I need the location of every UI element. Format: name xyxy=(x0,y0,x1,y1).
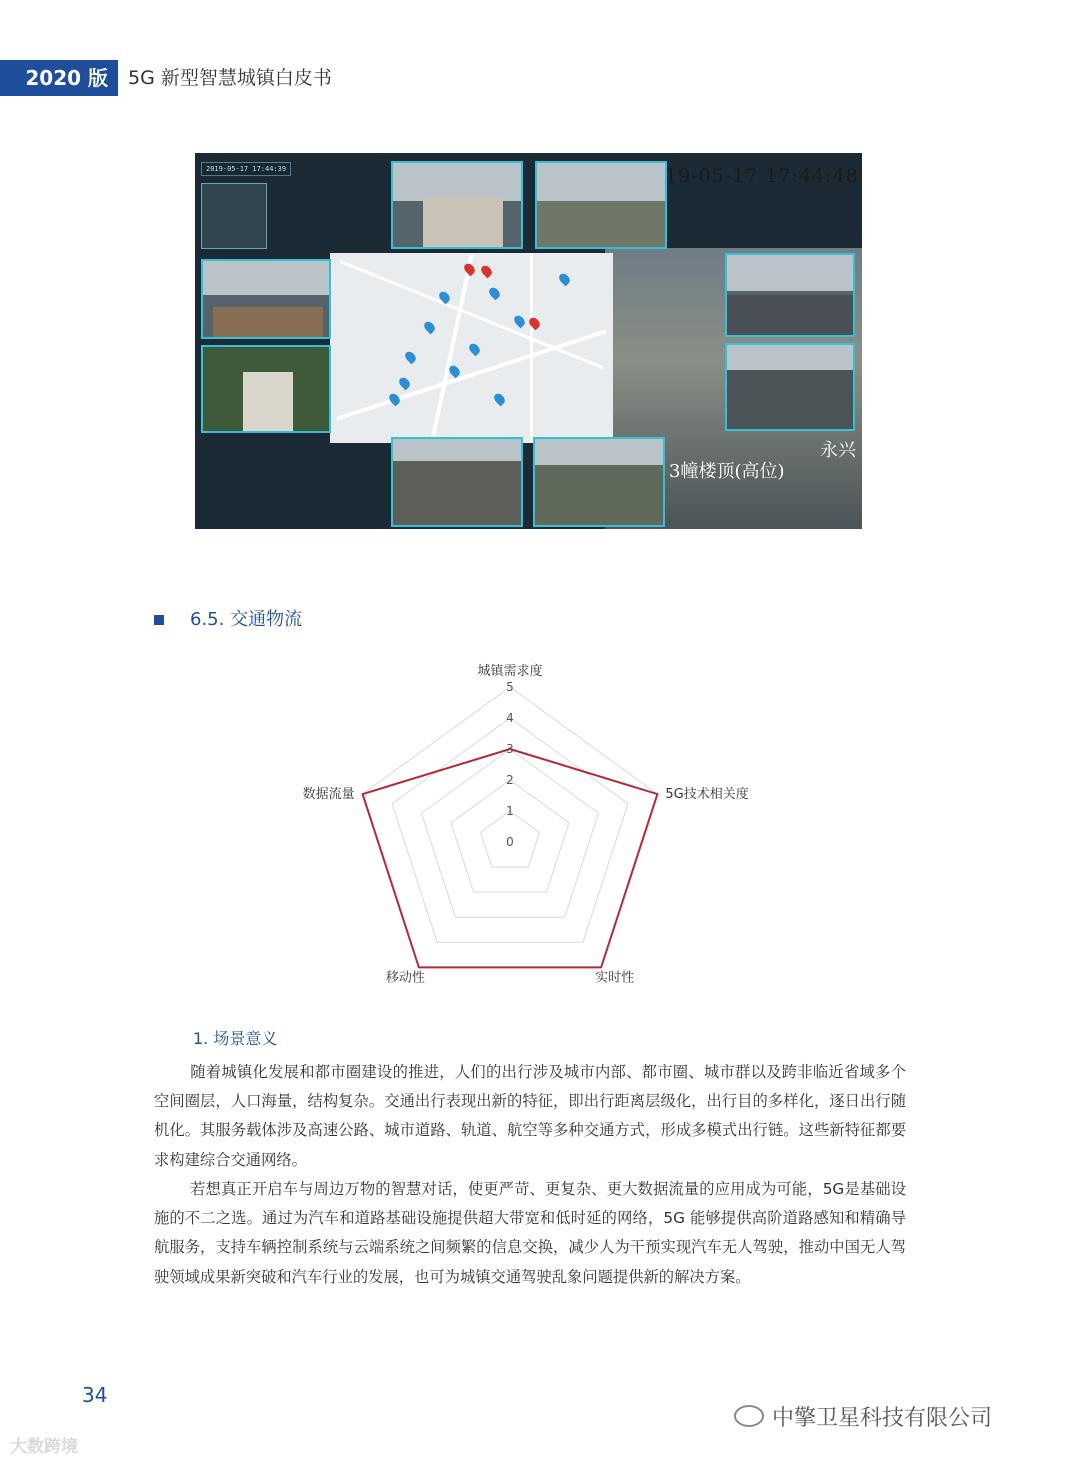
camera-feed[interactable] xyxy=(725,253,855,337)
timestamp-small: 2019-05-17 17:44:39 xyxy=(201,162,291,176)
map-pin-icon xyxy=(422,320,437,335)
map-pin-icon xyxy=(462,262,477,277)
radar-chart xyxy=(300,655,780,985)
map-pin-icon xyxy=(397,376,412,391)
corner-watermark-logo: 大数跨境 xyxy=(10,1437,78,1457)
section-bullet xyxy=(154,615,164,625)
radar-axis-label: 城镇需求度 xyxy=(477,664,543,679)
map-pin-icon xyxy=(403,350,418,365)
camera-feed[interactable] xyxy=(391,161,523,249)
radar-scale-tick: 0 xyxy=(506,835,514,849)
document-title: 5G 新型智慧城镇白皮书 xyxy=(128,67,332,89)
map-view xyxy=(330,253,613,443)
smart-town-monitoring-screenshot xyxy=(195,153,862,529)
radar-scale-tick: 4 xyxy=(506,711,514,725)
map-pin-icon xyxy=(479,264,494,279)
wechat-icon xyxy=(734,1405,764,1427)
radar-scale-tick: 1 xyxy=(506,804,514,818)
camera-location-label-2: 永兴 xyxy=(820,440,856,461)
subsection-heading: 1. 场景意义 xyxy=(193,1029,278,1048)
company-watermark: 中擎卫星科技有限公司 xyxy=(734,1401,992,1432)
camera-feed[interactable] xyxy=(201,259,331,339)
camera-feed[interactable] xyxy=(725,343,855,431)
paragraph-1: 随着城镇化发展和都市圈建设的推进，人们的出行涉及城市内部、都市圈、城市群以及跨非临近省域多个空间圈层，人口海量，结构复杂。交通出行表现出新的特征，即出行距离层级化，出行目的多样化，逐日出行随机化。其服务载体涉及高速公路、城市道路、轨道、航空等多种交通方式，形成多模式出行链。这些新特征都要求构建综合交通网络。 xyxy=(154,1063,906,1169)
timestamp-overlay: 19-05-17 17:44:48 xyxy=(665,165,859,187)
paragraph-2: 若想真正开启车与周边万物的智慧对话，使更严苛、更复杂、更大数据流量的应用成为可能，5G是基础设施的不二之选。通过为汽车和道路基础设施提供超大带宽和低时延的网络，5G 能够提供高阶道路感知和精确导航服务，支持车辆控制系统与云端系统之间频繁的信息交换，减少人为干预实现汽车无人驾驶，推动中国无人驾驶领域成果新突破和汽车行业的发展，也可为城镇交通驾驶乱象问题提供新的解决方案。 xyxy=(154,1180,906,1286)
section-heading: 6.5. 交通物流 xyxy=(190,609,303,630)
info-panel xyxy=(201,183,267,249)
radar-axis-label: 移动性 xyxy=(385,970,425,985)
camera-feed[interactable] xyxy=(535,161,667,249)
map-pin-icon xyxy=(512,314,527,329)
radar-scale-tick: 5 xyxy=(506,680,514,694)
map-pin-icon xyxy=(557,272,572,287)
map-pin-icon xyxy=(467,342,482,357)
map-pin-icon xyxy=(492,392,507,407)
radar-axis-label: 5G技术相关度 xyxy=(665,787,749,803)
camera-location-label: 3幢楼顶(高位) xyxy=(669,461,785,482)
camera-feed[interactable] xyxy=(201,345,331,433)
map-pin-icon xyxy=(387,392,402,407)
radar-scale-tick: 3 xyxy=(506,742,514,756)
map-pin-icon xyxy=(487,286,502,301)
page-number: 34 xyxy=(82,1383,108,1407)
radar-grid-ring xyxy=(363,687,658,967)
edition-badge: 2020 版 xyxy=(0,60,118,96)
camera-feed[interactable] xyxy=(533,437,665,527)
radar-axis-label: 数据流量 xyxy=(302,787,355,803)
camera-feed[interactable] xyxy=(391,437,523,527)
radar-axis-label: 实时性 xyxy=(595,970,635,985)
radar-scale-tick: 2 xyxy=(506,773,514,787)
